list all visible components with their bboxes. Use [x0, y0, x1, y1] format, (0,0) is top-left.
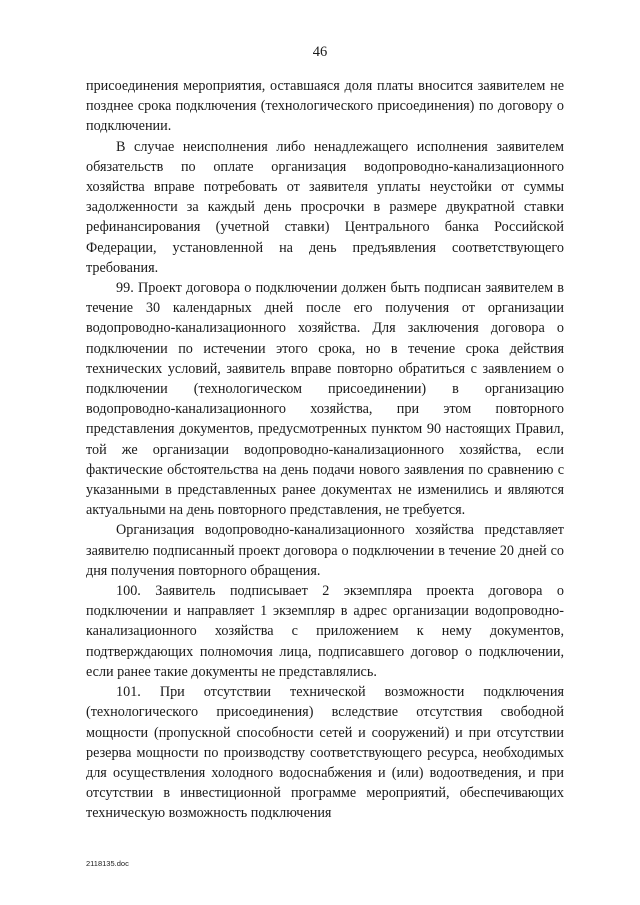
paragraph-payment-remainder: присоединения мероприятия, оставшаяся доля платы вносится заявителем не позднее срока подключения (технологического присоединения) по договору о подключении.	[86, 78, 564, 135]
paragraph-clause-101: 101. При отсутствии технической возможности подключения (технологического присоединения) вследствие отсутствия свободной мощности (пропускной способности сетей и сооружений) и при отсутствии резерва мощности по производству соответствующего ресурса, необходимых для осуществления холодного водоснабжения и (или) водоотведения, и при отсутствии в инвестиционной программе мероприятий, обеспечивающих техническую возможность подключения	[86, 684, 564, 822]
page-number: 46	[312, 44, 328, 60]
file-name-footer: 2118135.doc	[86, 859, 129, 868]
paragraph-penalty: В случае неисполнения либо ненадлежащего исполнения заявителем обязательств по оплате организация водопроводно-канализационного хозяйства вправе потребовать от заявителя уплаты неустойки от суммы задолженности за каждый день просрочки в размере двукратной ставки рефинансирования (учетной ставки) Центрального банка Российской Федерации, установленной на день предъявления соответствующего требования.	[86, 138, 564, 276]
document-body	[86, 76, 564, 824]
paragraph-clause-99: 99. Проект договора о подключении должен быть подписан заявителем в течение 30 календарных дней после его получения от организации водопроводно-канализационного хозяйства. Для заключения договора о подключении по истечении этого срока, но в течение срока действия технических условий, заявитель вправе повторно обратиться с заявлением о подключении (технологическом присоединении) в организацию водопроводно-канализационного хозяйства, при этом повторного представления документов, предусмотренных пунктом 90 настоящих Правил, той же организации водопроводно-канализационного хозяйства, если фактические обстоятельства на день подачи нового заявления по сравнению с указанными в представленных ранее документах не изменились и являются актуальными на день повторного представления, не требуется.	[86, 280, 564, 519]
paragraph-repeat-request: Организация водопроводно-канализационного хозяйства представляет заявителю подписанный проект договора о подключении в течение 20 дней со дня получения повторного обращения.	[86, 522, 564, 579]
paragraph-clause-100: 100. Заявитель подписывает 2 экземпляра проекта договора о подключении и направляет 1 экземпляр в адрес организации водопроводно-канализационного хозяйства с приложением к нему документов, подтверждающих полномочия лица, подписавшего договор о подключении, если ранее такие документы не представлялись.	[86, 583, 564, 680]
